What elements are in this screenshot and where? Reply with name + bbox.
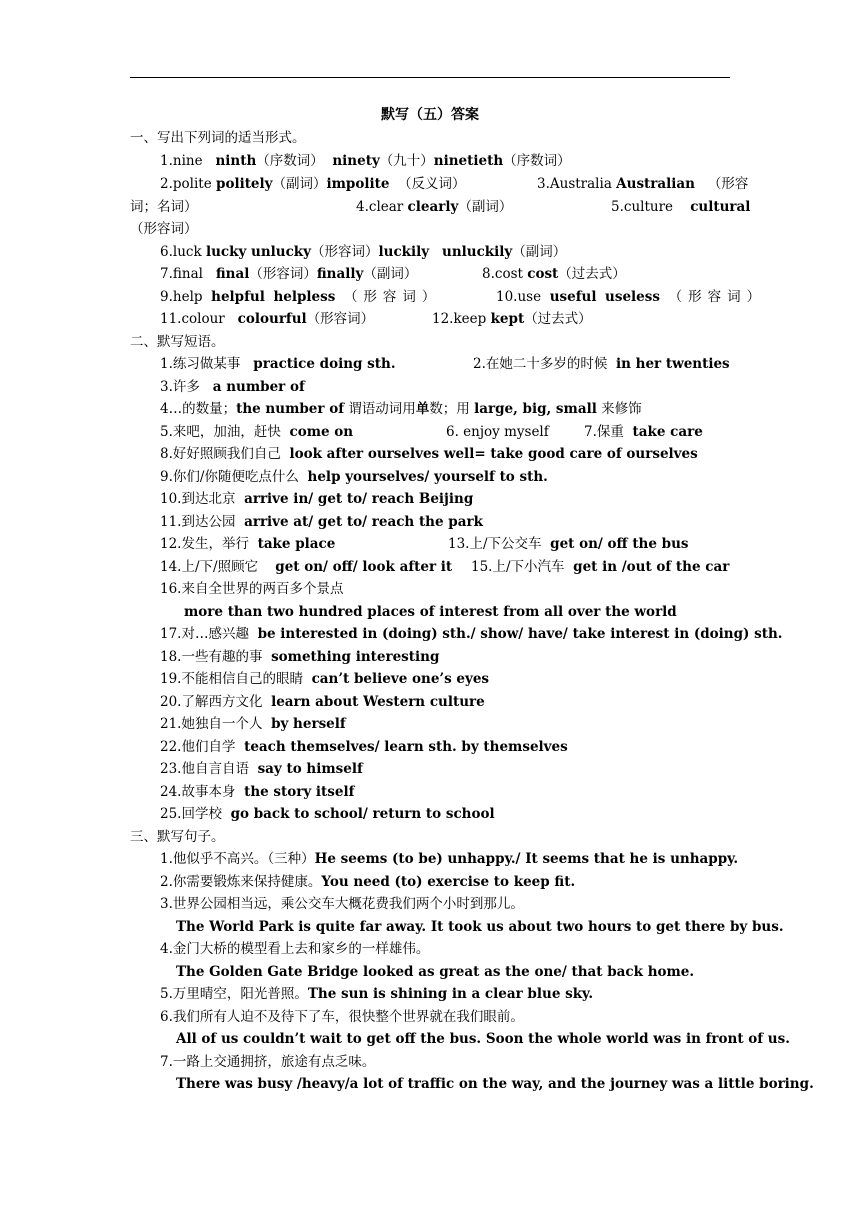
s1-line-3: 词；名词） 4.clear clearly（副词） 5.culture cultural bbox=[130, 199, 751, 215]
sentence-7: 7.一路上交通拥挤，旅途有点乏味。 bbox=[160, 1054, 376, 1070]
s1-line-2: 2.polite politely（副词）impolite （反义词） 3.Australia Australian （形容 bbox=[160, 176, 749, 192]
phrase-18: 18.一些有趣的事 something interesting bbox=[160, 649, 440, 665]
phrase-10: 10.到达北京 arrive in/ get to/ reach Beijing bbox=[160, 491, 474, 507]
page-title: 默写（五）答案 bbox=[381, 107, 479, 123]
section3-heading: 三、默写句子。 bbox=[130, 829, 225, 845]
header-rule bbox=[130, 77, 730, 78]
phrase-4: 4…的数量；the number of 谓语动词用单数；用 large, big, small 来修饰 bbox=[160, 401, 642, 417]
phrase-25: 25.回学校 go back to school/ return to school bbox=[160, 806, 495, 822]
sentence-5: 5.万里晴空，阳光普照。The sun is shining in a clear blue sky. bbox=[160, 986, 594, 1002]
phrase-22: 22.他们自学 teach themselves/ learn sth. by themselves bbox=[160, 739, 568, 755]
s1-line-4: （形容词） bbox=[130, 221, 198, 237]
sentence-4-answer: The Golden Gate Bridge looked as great as the one/ that back home. bbox=[176, 964, 695, 980]
s1-line-7: 9.help helpful helpless （形容词） 10.use useful useless （形容词） bbox=[160, 289, 767, 305]
s1-line-6: 7.final final（形容词）finally（副词） 8.cost cost（过去式） bbox=[160, 266, 626, 282]
phrase-23: 23.他自言自语 say to himself bbox=[160, 761, 363, 777]
sentence-7-answer: There was busy /heavy/a lot of traffic on the way, and the journey was a little boring. bbox=[176, 1076, 814, 1092]
sentence-6-answer: All of us couldn’t wait to get off the bus. Soon the whole world was in front of us. bbox=[176, 1031, 790, 1047]
sentence-4: 4.金门大桥的模型看上去和家乡的一样雄伟。 bbox=[160, 941, 430, 957]
phrase-17: 17.对…感兴趣 be interested in (doing) sth./ show/ have/ take interest in (doing) sth. bbox=[160, 626, 783, 642]
phrase-21: 21.她独自一个人 by herself bbox=[160, 716, 346, 732]
sentence-1: 1.他似乎不高兴。（三种）He seems (to be) unhappy./ It seems that he is unhappy. bbox=[160, 851, 739, 867]
phrase-1-2: 1.练习做某事 practice doing sth. 2.在她二十多岁的时候 in her twenties bbox=[160, 356, 730, 372]
s1-line-8: 11.colour colourful（形容词） 12.keep kept（过去式） bbox=[160, 311, 592, 327]
phrase-9: 9.你们/你随便吃点什么 help yourselves/ yourself to sth. bbox=[160, 469, 548, 485]
sentence-6: 6.我们所有人迫不及待下了车，很快整个世界就在我们眼前。 bbox=[160, 1009, 524, 1025]
phrase-20: 20.了解西方文化 learn about Western culture bbox=[160, 694, 485, 710]
phrase-12-13: 12.发生，举行 take place 13.上/下公交车 get on/ off the bus bbox=[160, 536, 689, 552]
phrase-11: 11.到达公园 arrive at/ get to/ reach the park bbox=[160, 514, 483, 530]
s1-line-5: 6.luck lucky unlucky（形容词）luckily unluckily（副词） bbox=[160, 244, 567, 260]
s1-line-1: 1.nine ninth（序数词） ninety（九十）ninetieth（序数词） bbox=[160, 153, 571, 169]
sentence-3: 3.世界公园相当远，乘公交车大概花费我们两个小时到那儿。 bbox=[160, 896, 524, 912]
phrase-16: 16.来自全世界的两百多个景点 bbox=[160, 581, 344, 597]
phrase-8: 8.好好照顾我们自己 look after ourselves well= take good care of ourselves bbox=[160, 446, 698, 462]
sentence-2: 2.你需要锻炼来保持健康。You need (to) exercise to keep fit. bbox=[160, 874, 576, 890]
section2-heading: 二、默写短语。 bbox=[130, 334, 225, 350]
phrase-16-answer: more than two hundred places of interest from all over the world bbox=[184, 604, 677, 620]
phrase-24: 24.故事本身 the story itself bbox=[160, 784, 355, 800]
section1-heading: 一、写出下列词的适当形式。 bbox=[130, 130, 306, 146]
phrase-3: 3.许多 a number of bbox=[160, 379, 305, 395]
phrase-5-7: 5.来吧，加油，赶快 come on 6. enjoy myself 7.保重 take care bbox=[160, 424, 703, 440]
phrase-19: 19.不能相信自己的眼睛 can’t believe one’s eyes bbox=[160, 671, 490, 687]
phrase-14-15: 14.上/下/照顾它 get on/ off/ look after it 15.上/下小汽车 get in /out of the car bbox=[160, 559, 730, 575]
sentence-3-answer: The World Park is quite far away. It took us about two hours to get there by bus. bbox=[176, 919, 784, 935]
